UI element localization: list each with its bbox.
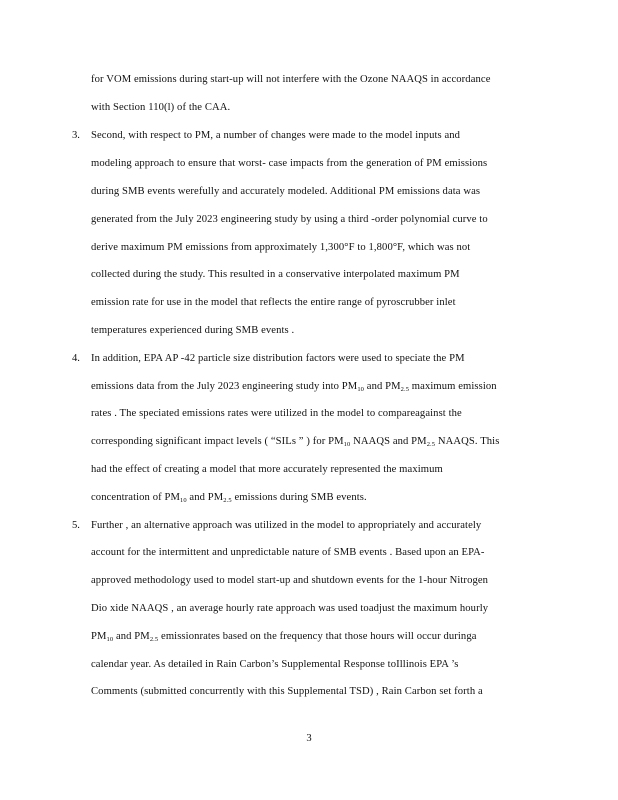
text-line — [91, 491, 367, 507]
text-segment: concentration of PM — [91, 492, 180, 503]
text-line: account for the intermittent and unpredictable nature of SMB events . Based upon an EPA- — [91, 547, 485, 558]
text-line: with Section 110(l) of the CAA. — [91, 102, 231, 113]
text-line: during SMB events werefully and accurately modeled. Additional PM emissions data was — [91, 186, 481, 197]
list-number: 5. — [72, 520, 80, 531]
text-segment: and PM — [364, 381, 401, 392]
text-line: Dio xide NAAQS , an average hourly rate approach was used toadjust the maximum hourly — [91, 603, 489, 614]
list-number: 4. — [72, 353, 80, 364]
text-line: Second, with respect to PM, a number of changes were made to the model inputs and — [91, 130, 461, 141]
text-segment: maximum emission — [409, 381, 497, 392]
text-line: approved methodology used to model start-up and shutdown events for the 1-hour Nitrogen — [91, 575, 489, 586]
text-line: Further , an alternative approach was utilized in the model to appropriately and accurately — [91, 520, 482, 531]
subscript: 2.5 — [400, 386, 410, 393]
text-line: for VOM emissions during start-up will not interfere with the Ozone NAAQS in accordance — [91, 74, 491, 85]
subscript: 10 — [343, 441, 351, 448]
text-segment: emissions data from the July 2023 engineering study into PM — [91, 381, 358, 392]
text-line — [91, 435, 499, 451]
text-line: rates . The speciated emissions rates were utilized in the model to compareagainst the — [91, 408, 462, 419]
text-line: Comments (submitted concurrently with this Supplemental TSD) , Rain Carbon set forth a — [91, 686, 483, 697]
text-segment: and PM — [113, 631, 150, 642]
text-line: modeling approach to ensure that worst- case impacts from the generation of PM emissions — [91, 158, 488, 169]
page-number: 3 — [306, 733, 312, 744]
subscript: 10 — [179, 497, 187, 504]
text-segment: emissions during SMB events. — [231, 492, 367, 503]
list-number: 3. — [72, 130, 80, 141]
text-segment: NAAQS. This — [435, 436, 500, 447]
text-line: derive maximum PM emissions from approximately 1,300°F to 1,800°F, which was not — [91, 242, 471, 253]
subscript: 10 — [106, 636, 114, 643]
text-segment: NAAQS and PM — [350, 436, 427, 447]
subscript: 2.5 — [223, 497, 232, 504]
subscript: 2.5 — [426, 441, 436, 448]
text-line: calendar year. As detailed in Rain Carbon’s Supplemental Response toIllinois EPA ’s — [91, 659, 459, 670]
text-segment: corresponding significant impact levels ( “SILs ” ) for PM — [91, 436, 344, 447]
text-segment: PM — [91, 631, 107, 642]
text-line: temperatures experienced during SMB events . — [91, 325, 295, 336]
text-line — [91, 380, 497, 396]
text-line: In addition, EPA AP -42 particle size distribution factors were used to speciate the PM — [91, 353, 465, 364]
text-segment: emissionrates based on the frequency that those hours will occur duringa — [158, 631, 477, 642]
text-line: generated from the July 2023 engineering study by using a third -order polynomial curve to — [91, 214, 488, 225]
text-line: emission rate for use in the model that reflects the entire range of pyroscrubber inlet — [91, 297, 456, 308]
subscript: 2.5 — [149, 636, 159, 643]
text-line — [91, 630, 477, 646]
text-line: had the effect of creating a model that more accurately represented the maximum — [91, 464, 443, 475]
subscript: 10 — [357, 386, 365, 393]
text-segment: and PM — [186, 492, 224, 503]
text-line: collected during the study. This resulted in a conservative interpolated maximum PM — [91, 269, 460, 280]
